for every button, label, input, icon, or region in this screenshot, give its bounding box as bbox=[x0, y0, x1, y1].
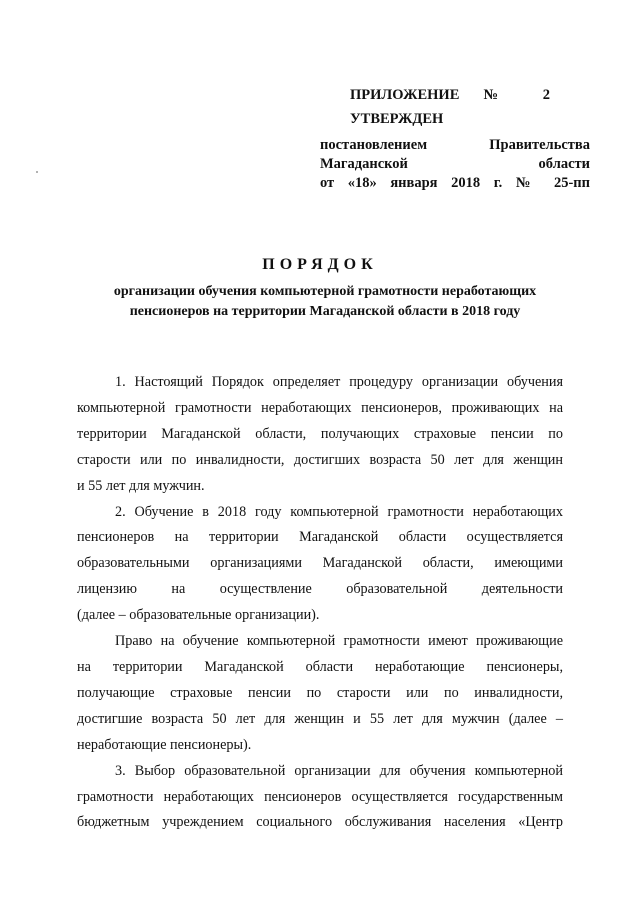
text-line: лицензию на осуществление образовательной деятельности bbox=[77, 581, 563, 598]
subtitle-line: пенсионеров на территории Магаданской области в 2018 году bbox=[129, 304, 521, 319]
text-line: территории Магаданской области, получающих страховые пенсии по bbox=[77, 425, 563, 442]
text-line: бюджетным учреждением социального обслуживания населения «Центр bbox=[77, 814, 563, 831]
document-subtitle bbox=[60, 282, 590, 322]
text-line: и 55 лет для мужчин. bbox=[77, 477, 205, 494]
text-line: грамотности неработающих пенсионеров осуществляется государственным bbox=[77, 788, 563, 805]
text-line: неработающие пенсионеры). bbox=[77, 736, 252, 753]
text-line: пенсионеров на территории Магаданской области осуществляется bbox=[77, 529, 563, 546]
approval-stamp bbox=[350, 110, 550, 129]
paragraph-2 bbox=[77, 500, 563, 630]
text-line: достигшие возраста 50 лет для женщин и 55 лет для мужчин (далее – bbox=[77, 710, 563, 727]
text-line: компьютерной грамотности неработающих пенсионеров, проживающих на bbox=[77, 399, 563, 416]
text-line: старости или по инвалидности, достигших возраста 50 лет для женщин bbox=[77, 451, 563, 468]
text-line: Право на обучение компьютерной грамотности имеют проживающие bbox=[115, 633, 563, 650]
decree-line: от «18» января 2018 г. № 25-пп bbox=[320, 175, 590, 191]
text-line: получающие страховые пенсии по старости или по инвалидности, bbox=[77, 684, 563, 701]
paragraph-1 bbox=[77, 370, 563, 500]
decree-reference bbox=[320, 136, 590, 193]
text-line: 1. Настоящий Порядок определяет процедуру организации обучения bbox=[115, 374, 563, 390]
appendix-title: ПРИЛОЖЕНИЕ № 2 bbox=[350, 87, 550, 103]
approved-label: УТВЕРЖДЕН bbox=[350, 111, 444, 127]
text-line: на территории Магаданской области неработающие пенсионеры, bbox=[77, 658, 563, 675]
text-line: образовательными организациями Магаданской области, имеющими bbox=[77, 555, 563, 572]
text-line: 3. Выбор образовательной организации для обучения компьютерной bbox=[115, 762, 563, 779]
appendix-number bbox=[350, 86, 550, 105]
text-line: 2. Обучение в 2018 году компьютерной грамотности неработающих bbox=[115, 503, 563, 520]
paragraph-3 bbox=[77, 629, 563, 759]
scan-artifact bbox=[36, 171, 38, 173]
decree-line: постановлением Правительства bbox=[320, 137, 590, 153]
decree-line: Магаданской области bbox=[320, 156, 590, 172]
document-title: ПОРЯДОК bbox=[262, 256, 378, 273]
document-body bbox=[77, 370, 563, 836]
subtitle-line: организации обучения компьютерной грамотности неработающих bbox=[113, 284, 537, 299]
text-line: (далее – образовательные организации). bbox=[77, 607, 320, 624]
paragraph-4 bbox=[77, 759, 563, 837]
